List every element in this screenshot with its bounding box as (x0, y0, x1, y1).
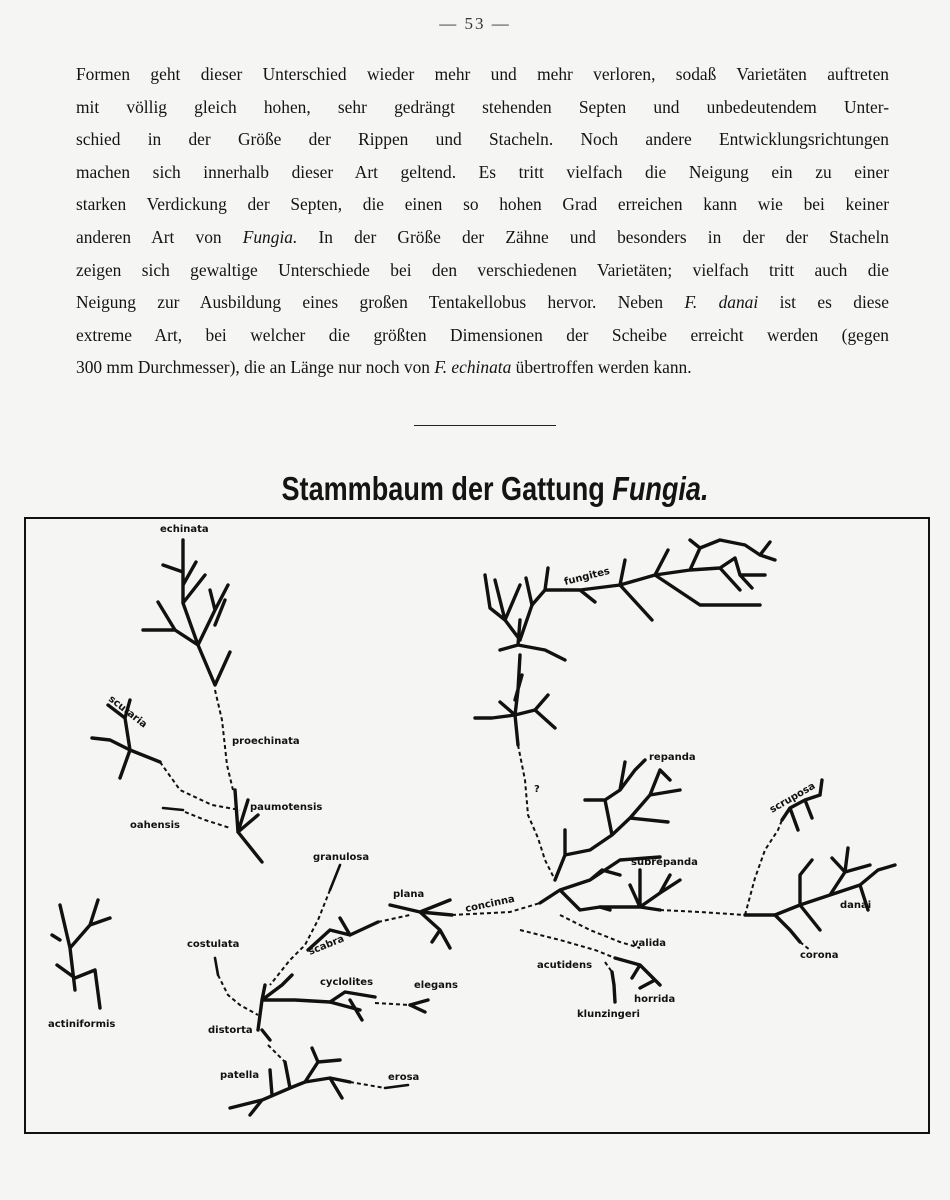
link-patella (268, 1045, 285, 1062)
stub-costulata (215, 958, 218, 975)
text-run: 300 mm Durchmesser), die an Länge nur noch von (76, 357, 435, 378)
stub-erosa (385, 1085, 408, 1088)
link-proechinata (215, 690, 233, 790)
branch-patella (230, 1048, 350, 1115)
label-granulosa: granulosa (313, 852, 370, 863)
text-run: anderen Art von (76, 226, 243, 247)
label-fungites: fungites (563, 565, 612, 588)
label-danai: danai (840, 900, 872, 911)
branch-subrepanda (600, 870, 680, 910)
text-run: ist es diese (758, 292, 889, 313)
text-run: machen sich innerhalb dieser Art geltend. Es tritt vielfach die Neigung ein zu einer (76, 161, 889, 182)
label-costulata: costulata (187, 939, 240, 950)
label-distorta: distorta (208, 1025, 253, 1036)
label-cyclolites: cyclolites (320, 977, 374, 988)
label-oahensis: oahensis (130, 820, 180, 831)
label-scutaria: scutaria (106, 693, 149, 731)
text-run: übertroffen werden kann. (511, 357, 692, 378)
text-run: schied in der Größe der Rippen und Stacheln. Noch andere Entwicklungsrichtungen (76, 129, 889, 150)
link-costulata (218, 975, 258, 1015)
link-corona (800, 942, 810, 950)
link-danai (660, 910, 745, 915)
stub-granulosa (330, 865, 340, 890)
figure-title-genus: Fungia. (612, 470, 709, 507)
branch-cyclolites (330, 992, 375, 1020)
label-scruposa: scruposa (768, 780, 818, 816)
branch-paumotensis (235, 790, 262, 862)
label-plana: plana (393, 889, 425, 900)
species-name: F. echinata (434, 357, 512, 378)
text-run: Neigung zur Ausbildung eines großen Tentakellobus hervor. Neben (76, 292, 685, 313)
stub-oahensis (163, 808, 183, 810)
label-patella: patella (220, 1070, 260, 1081)
species-name: Fungia. (242, 226, 298, 247)
branch-echinata (143, 540, 230, 685)
label-corona: corona (800, 950, 839, 961)
label-klunzingeri: klunzingeri (577, 1009, 640, 1020)
label-paumotensis: paumotensis (250, 802, 323, 813)
species-name: F. danai (684, 292, 759, 313)
link-oahensis (185, 812, 230, 828)
label-valida: valida (632, 938, 667, 949)
branch-danai (745, 848, 895, 942)
link-erosa (350, 1082, 385, 1088)
text-run: mit völlig gleich hohen, sehr gedrängt stehenden Septen und unbedeutendem Unter- (76, 96, 889, 117)
label-acutidens: acutidens (537, 960, 593, 971)
page-number: — 53 — (439, 14, 511, 33)
figure-title-text: Stammbaum der Gattung (281, 470, 613, 507)
label-concinna: concinna (464, 893, 516, 915)
label-erosa: erosa (388, 1072, 420, 1083)
label-proechinata: proechinata (232, 736, 300, 747)
branch-elegans (410, 1000, 428, 1012)
label-horrida: horrida (634, 994, 676, 1005)
label-subrepanda: subrepanda (631, 857, 698, 868)
link-fungites-down (518, 745, 555, 880)
text-run: starken Verdickung der Septen, die einen so hohen Grad erreichen kann wie bei keiner (76, 194, 889, 215)
text-run: extreme Art, bei welcher die größten Dimensionen der Scheibe erreicht werden (gegen (76, 324, 889, 345)
branch-fungites (475, 540, 775, 745)
link-valida (560, 915, 640, 948)
link-scruposa (745, 820, 782, 915)
link-plana (378, 915, 410, 922)
text-run: zeigen sich gewaltige Unterschiede bei den verschiedenen Varietäten; vielfach tritt auch die (76, 259, 889, 280)
text-run: In der Größe der Zähne und besonders in der der Stacheln (297, 226, 889, 247)
label-actiniformis: actiniformis (48, 1019, 116, 1030)
branch-horrida (615, 958, 660, 988)
link-klunzingeri (605, 962, 612, 972)
branch-klunzingeri (612, 972, 615, 1002)
label-repanda: repanda (649, 752, 696, 763)
branch-plana (390, 900, 452, 948)
branch-actiniformis (52, 900, 110, 1008)
link-elegans (375, 1003, 410, 1005)
text-run: Formen geht dieser Unterschied wieder mehr und mehr verloren, sodaß Varietäten auftreten (76, 64, 889, 84)
label-question: ? (534, 784, 540, 795)
label-elegans: elegans (414, 980, 458, 991)
label-scabra: scabra (307, 933, 346, 958)
label-echinata: echinata (160, 524, 209, 535)
